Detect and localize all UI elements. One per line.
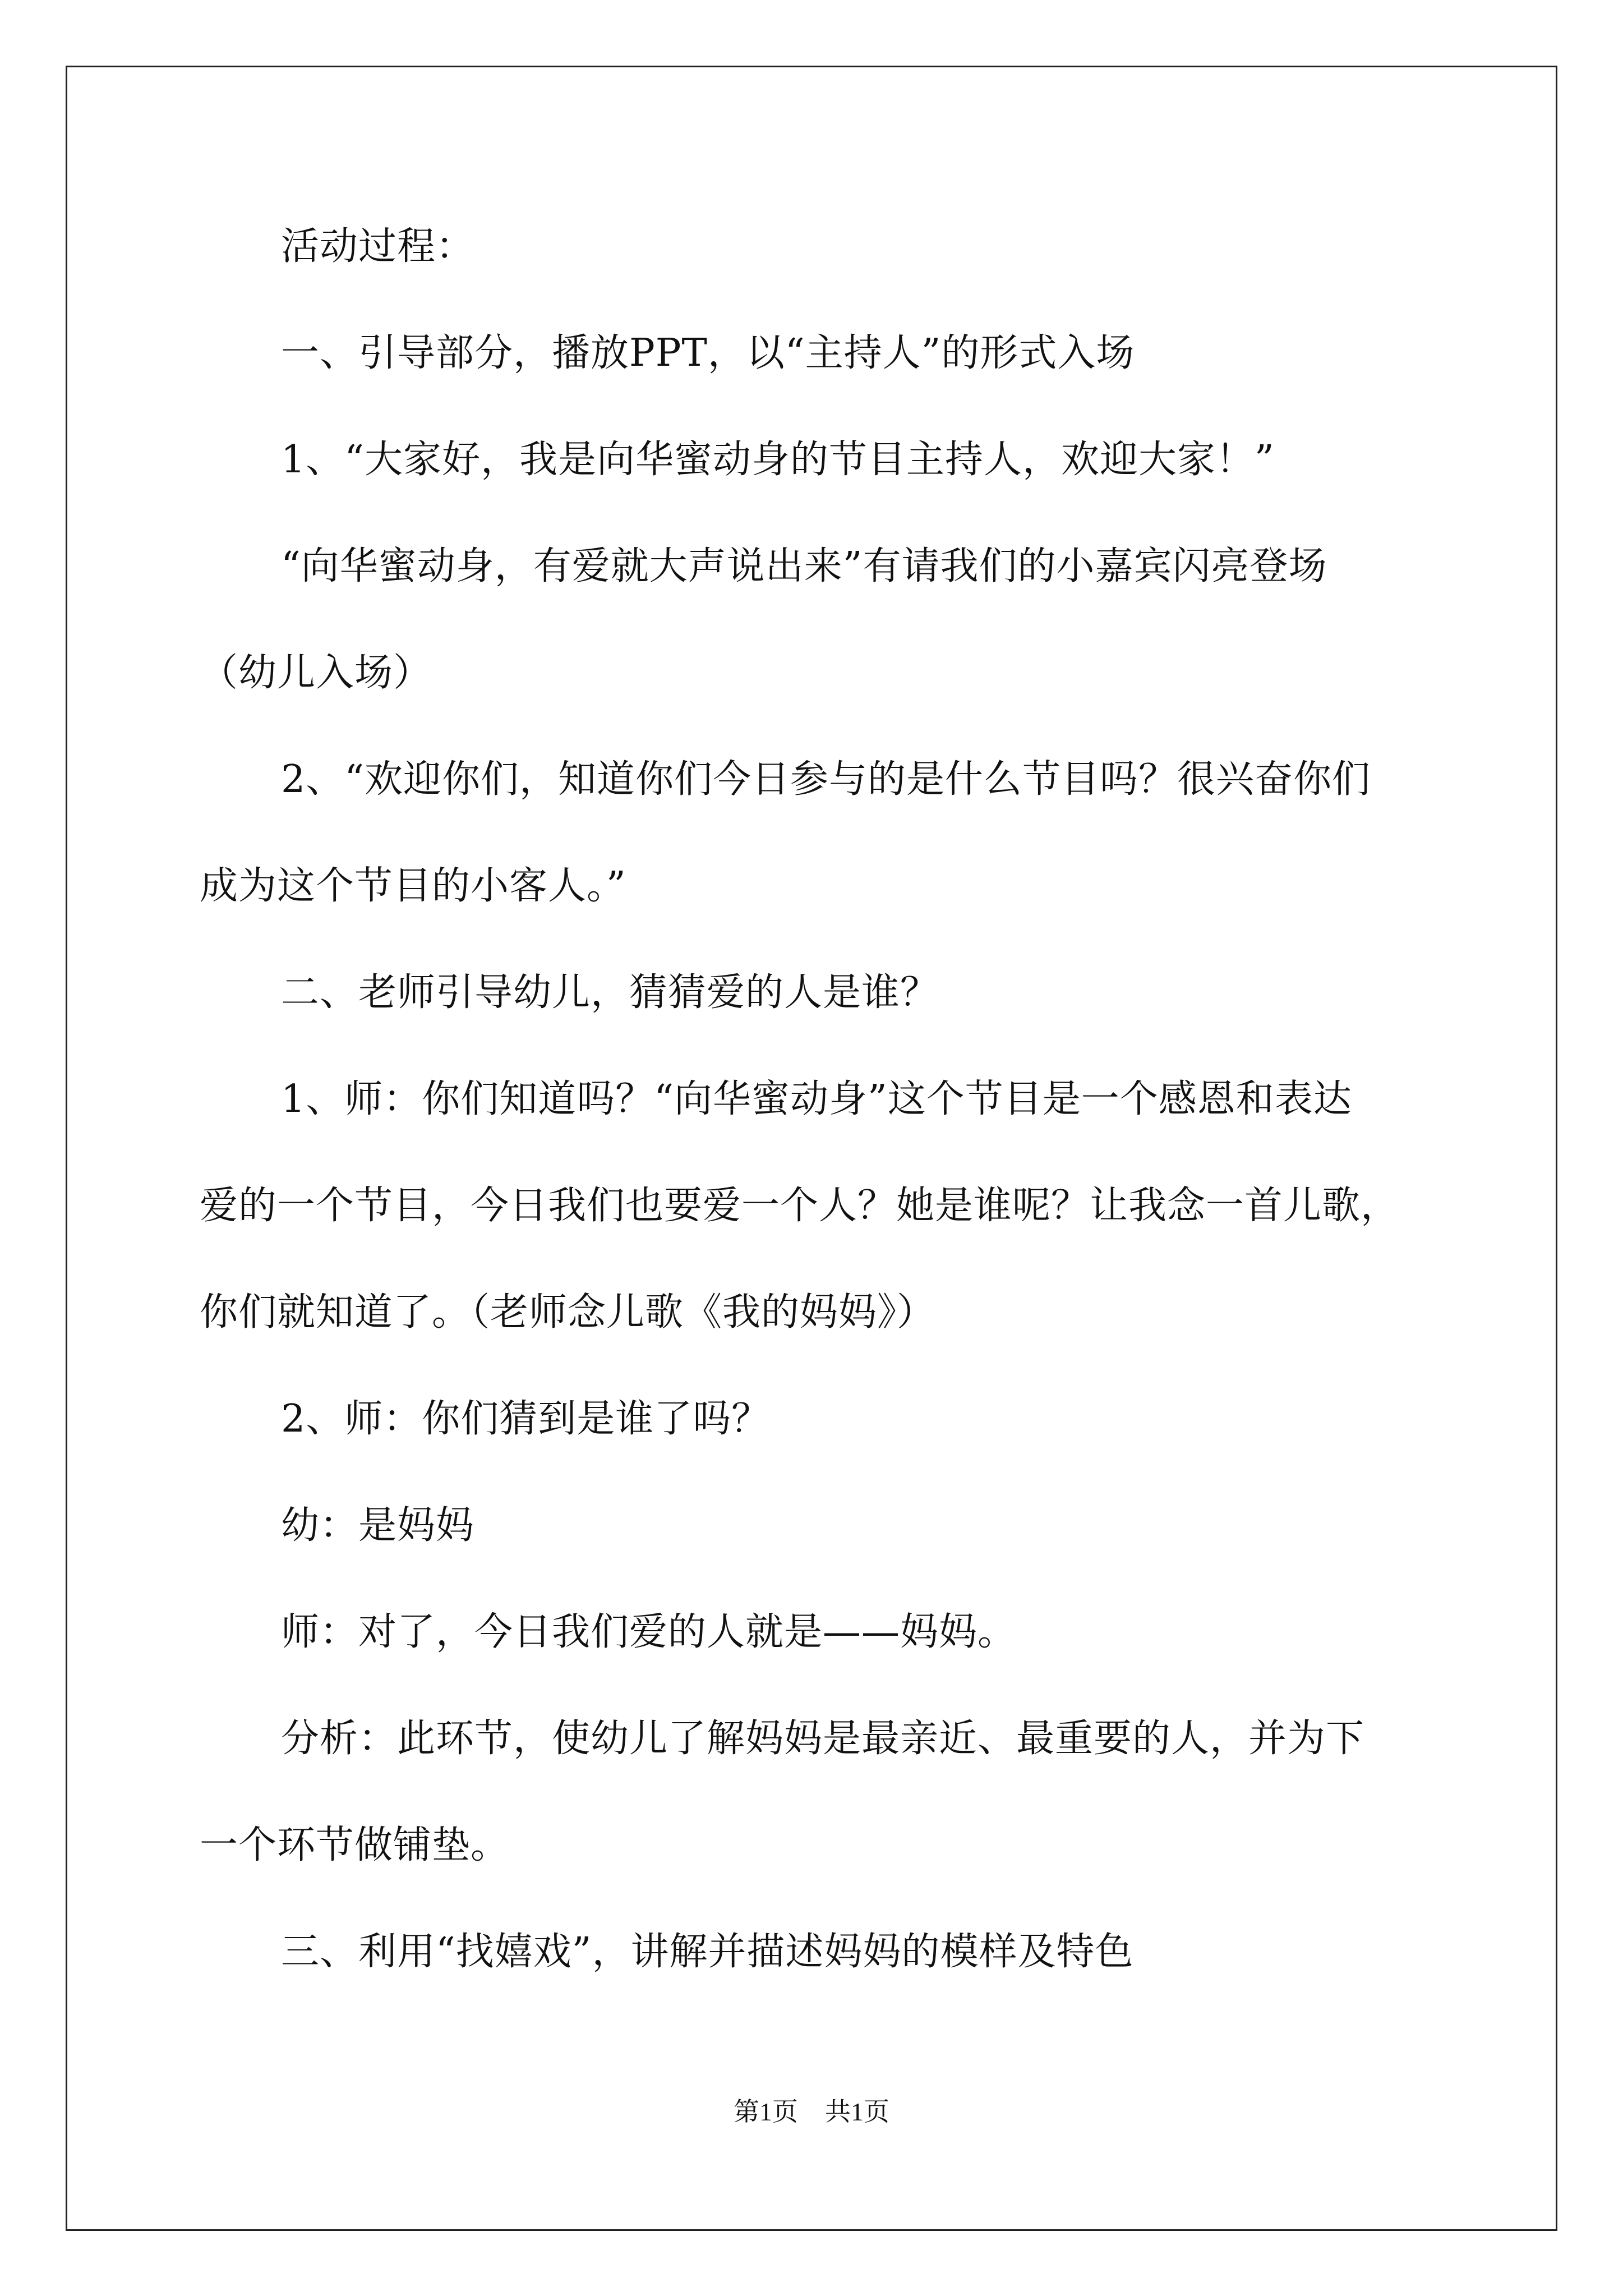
paragraph-line: （幼儿入场） xyxy=(200,651,432,695)
paragraph-line: 你们就知道了。（老师念儿歌《我的妈妈》） xyxy=(200,1290,936,1335)
paragraph-line: 一个环节做铺垫。 xyxy=(200,1823,510,1867)
paragraph-line: 师：对了，今日我们爱的人就是——妈妈。 xyxy=(281,1610,1017,1654)
page-number: 第1页 xyxy=(734,2097,798,2126)
page-footer xyxy=(0,2095,1623,2129)
section-one-title: 一、引导部分，播放PPT，以“主持人”的形式入场 xyxy=(281,331,1135,375)
page-border xyxy=(66,66,1557,2231)
paragraph-line: 1、“大家好，我是向华蜜动身的节目主持人，欢迎大家！” xyxy=(281,438,1275,482)
paragraph-line: 2、“欢迎你们，知道你们今日参与的是什么节目吗？很兴奋你们 xyxy=(281,757,1371,802)
heading-activity-process: 活动过程： xyxy=(281,224,475,269)
paragraph-line: 成为这个节目的小客人。” xyxy=(200,864,626,908)
page-total: 共1页 xyxy=(825,2097,889,2126)
paragraph-line: “向华蜜动身，有爱就大声说出来”有请我们的小嘉宾闪亮登场 xyxy=(281,544,1327,588)
paragraph-line: 2、师：你们猜到是谁了吗？ xyxy=(281,1397,771,1441)
paragraph-line: 分析：此环节，使幼儿了解妈妈是最亲近、最重要的人，并为下 xyxy=(281,1717,1365,1761)
section-three-title: 三、利用“找嬉戏”，讲解并描述妈妈的模样及特色 xyxy=(281,1930,1134,1974)
paragraph-line: 幼：是妈妈 xyxy=(281,1503,475,1548)
paragraph-line: 爱的一个节目，今日我们也要爱一个人？她是谁呢？让我念一首儿歌， xyxy=(200,1184,1400,1228)
section-two-title: 二、老师引导幼儿，猜猜爱的人是谁？ xyxy=(281,970,939,1015)
paragraph-line: 1、师：你们知道吗？“向华蜜动身”这个节目是一个感恩和表达 xyxy=(281,1077,1352,1121)
